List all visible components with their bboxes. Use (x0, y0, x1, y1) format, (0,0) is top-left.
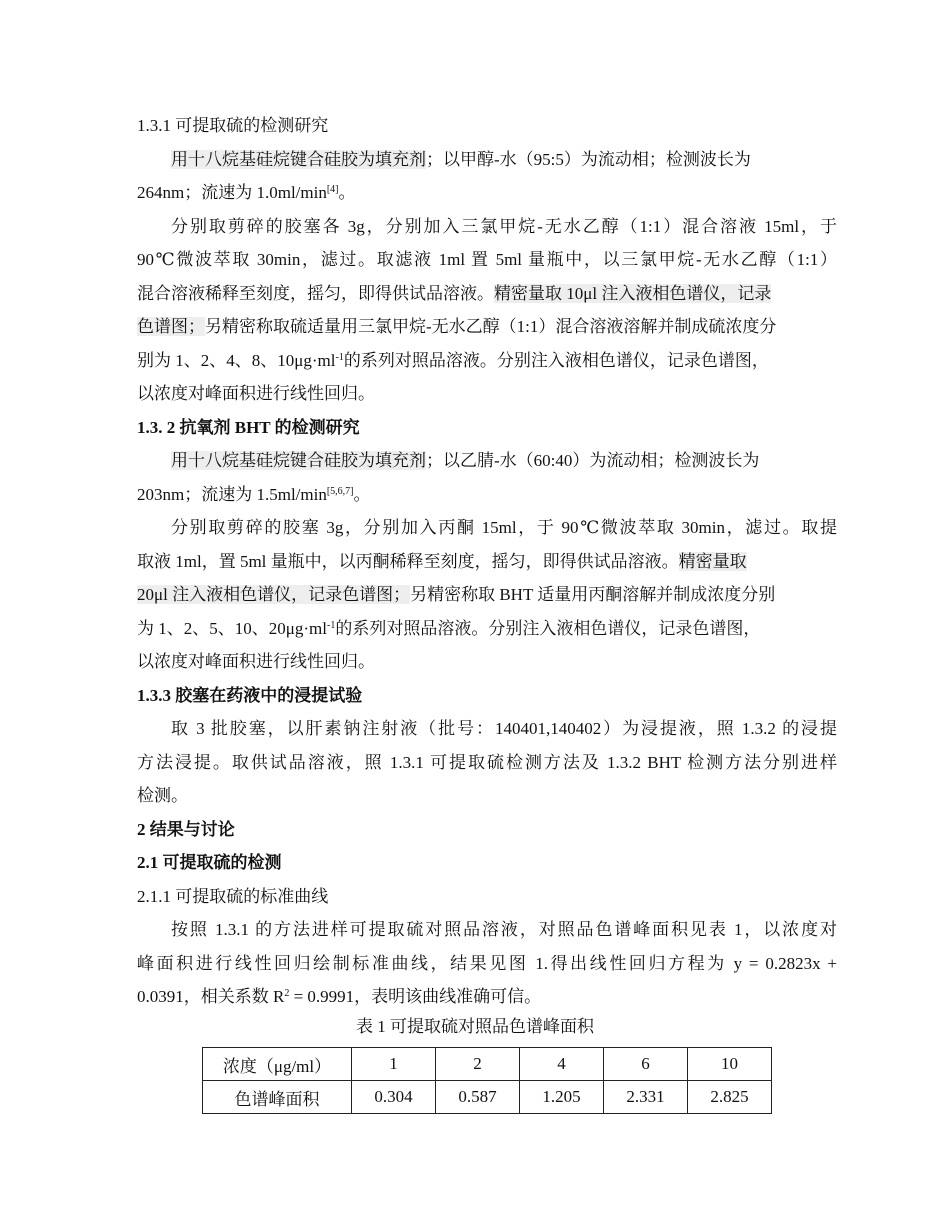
citation-ref: [5,6,7] (326, 485, 354, 497)
table-row (203, 1081, 772, 1114)
table-cell: 10 (688, 1048, 772, 1081)
table-cell: 浓度（μg/ml） (203, 1048, 352, 1081)
highlighted-text: 精密量取 (678, 551, 747, 571)
section-heading-1-3-3: 1.3.3 胶塞在药液中的浸提试验 (137, 685, 363, 705)
table-cell: 色谱峰面积 (203, 1081, 352, 1114)
highlighted-text: 20μl 注入液相色谱仪，记录色谱图； (137, 585, 411, 604)
table-cell: 1 (352, 1048, 436, 1081)
section-heading-2: 2 结果与讨论 (137, 819, 235, 839)
sulfur-standard-table (202, 1047, 772, 1114)
table-cell: 2 (436, 1048, 520, 1081)
highlighted-text: 用十八烷基硅烷键合硅胶为填充剂 (171, 149, 426, 169)
highlighted-text: 精密量取 10μl 注入液相色谱仪，记录 (494, 283, 772, 303)
table-cell: 6 (604, 1048, 688, 1081)
section-heading-2-1-1: 2.1.1 可提取硫的标准曲线 (137, 886, 329, 906)
table-cell: 4 (520, 1048, 604, 1081)
table-header-row (203, 1048, 772, 1081)
highlighted-text: 色谱图； (137, 317, 205, 336)
table-cell: 2.331 (604, 1081, 688, 1114)
citation-ref: [4] (326, 184, 339, 195)
table-caption: 表 1 可提取硫对照品色谱峰面积 (356, 1017, 594, 1036)
paragraph-bht-conditions: 用十八烷基硅烷键合硅胶为填充剂；以乙腈-水（60:40）为流动相；检测波长为 203nm；流速为 1.5ml/min[5,6,7]。 (137, 451, 760, 504)
highlighted-text: 用十八烷基硅烷键合硅胶为填充剂 (171, 451, 426, 470)
document-body (137, 109, 837, 1014)
table-cell: 1.205 (520, 1081, 604, 1114)
paragraph-sulfur-procedure: 分别取剪碎的胶塞各 3g，分别加入三氯甲烷-无水乙醇（1:1）混合溶液 15ml，于 90℃微波萃取 30min，滤过。取滤液 1ml 置 5ml 量瓶中，以三氯甲烷-无水乙醇（1:1） 混合溶液稀释至刻度，摇匀，即得供试品溶液。精密量取 10μl 注入液相色谱仪，记录 色谱图；另精密称取硫适量用三氯甲烷-无水乙醇（1:1）混合溶液溶解并制成硫浓度分 别为 1、2、4、8、$10\mu g\cdot ml^{-1}$的系列对照品溶液。分别注入液相色谱仪，记录色谱图， 以浓度对峰面积进行线性回归。 (137, 216, 837, 403)
table-cell: 0.304 (352, 1081, 436, 1114)
section-heading-2-1: 2.1 可提取硫的检测 (137, 853, 282, 872)
table-cell: 0.587 (436, 1081, 520, 1114)
paragraph-extraction-test: 取 3 批胶塞，以肝素钠注射液（批号：140401,140402）为浸提液，照 1.3.2 的浸提 方法浸提。取供试品溶液，照 1.3.1 可提取硫检测方法及 1.3.2 BHT 检测方法分别进样 检测。 (137, 719, 837, 805)
section-heading-1-3-1: 1.3.1 可提取硫的检测研究 (137, 116, 329, 135)
paragraph-standard-curve: 按照 1.3.1 的方法进样可提取硫对照品溶液，对照品色谱峰面积见表 1，以浓度对 峰面积进行线性回归绘制标准曲线，结果见图 1.得出线性回归方程为 y = 0.2823x + 0.0391，相关系数 $R^2 = 0.9991$，表明该曲线准确可信。 (137, 920, 837, 1006)
paragraph-bht-procedure: 分别取剪碎的胶塞 3g，分别加入丙酮 15ml，于 90℃微波萃取 30min，滤过。取提 取液 1ml，置 5ml 量瓶中，以丙酮稀释至刻度，摇匀，即得供试品溶液。精密量取 20μl 注入液相色谱仪，记录色谱图；另精密称取 BHT 适量用丙酮溶解并制成浓度分别 为 1、2、5、10、$20\mu g\cdot ml^{-1}$的系列对照品溶液。分别注入液相色谱仪，记录色谱图， 以浓度对峰面积进行线性回归。 (137, 518, 837, 671)
paragraph-sulfur-conditions: 用十八烷基硅烷键合硅胶为填充剂；以甲醇-水（95:5）为流动相；检测波长为 264nm；流速为 1.0ml/min[4]。 (137, 149, 751, 202)
section-heading-1-3-2: 1.3. 2 抗氧剂 BHT 的检测研究 (137, 417, 360, 437)
table-cell: 2.825 (688, 1081, 772, 1114)
